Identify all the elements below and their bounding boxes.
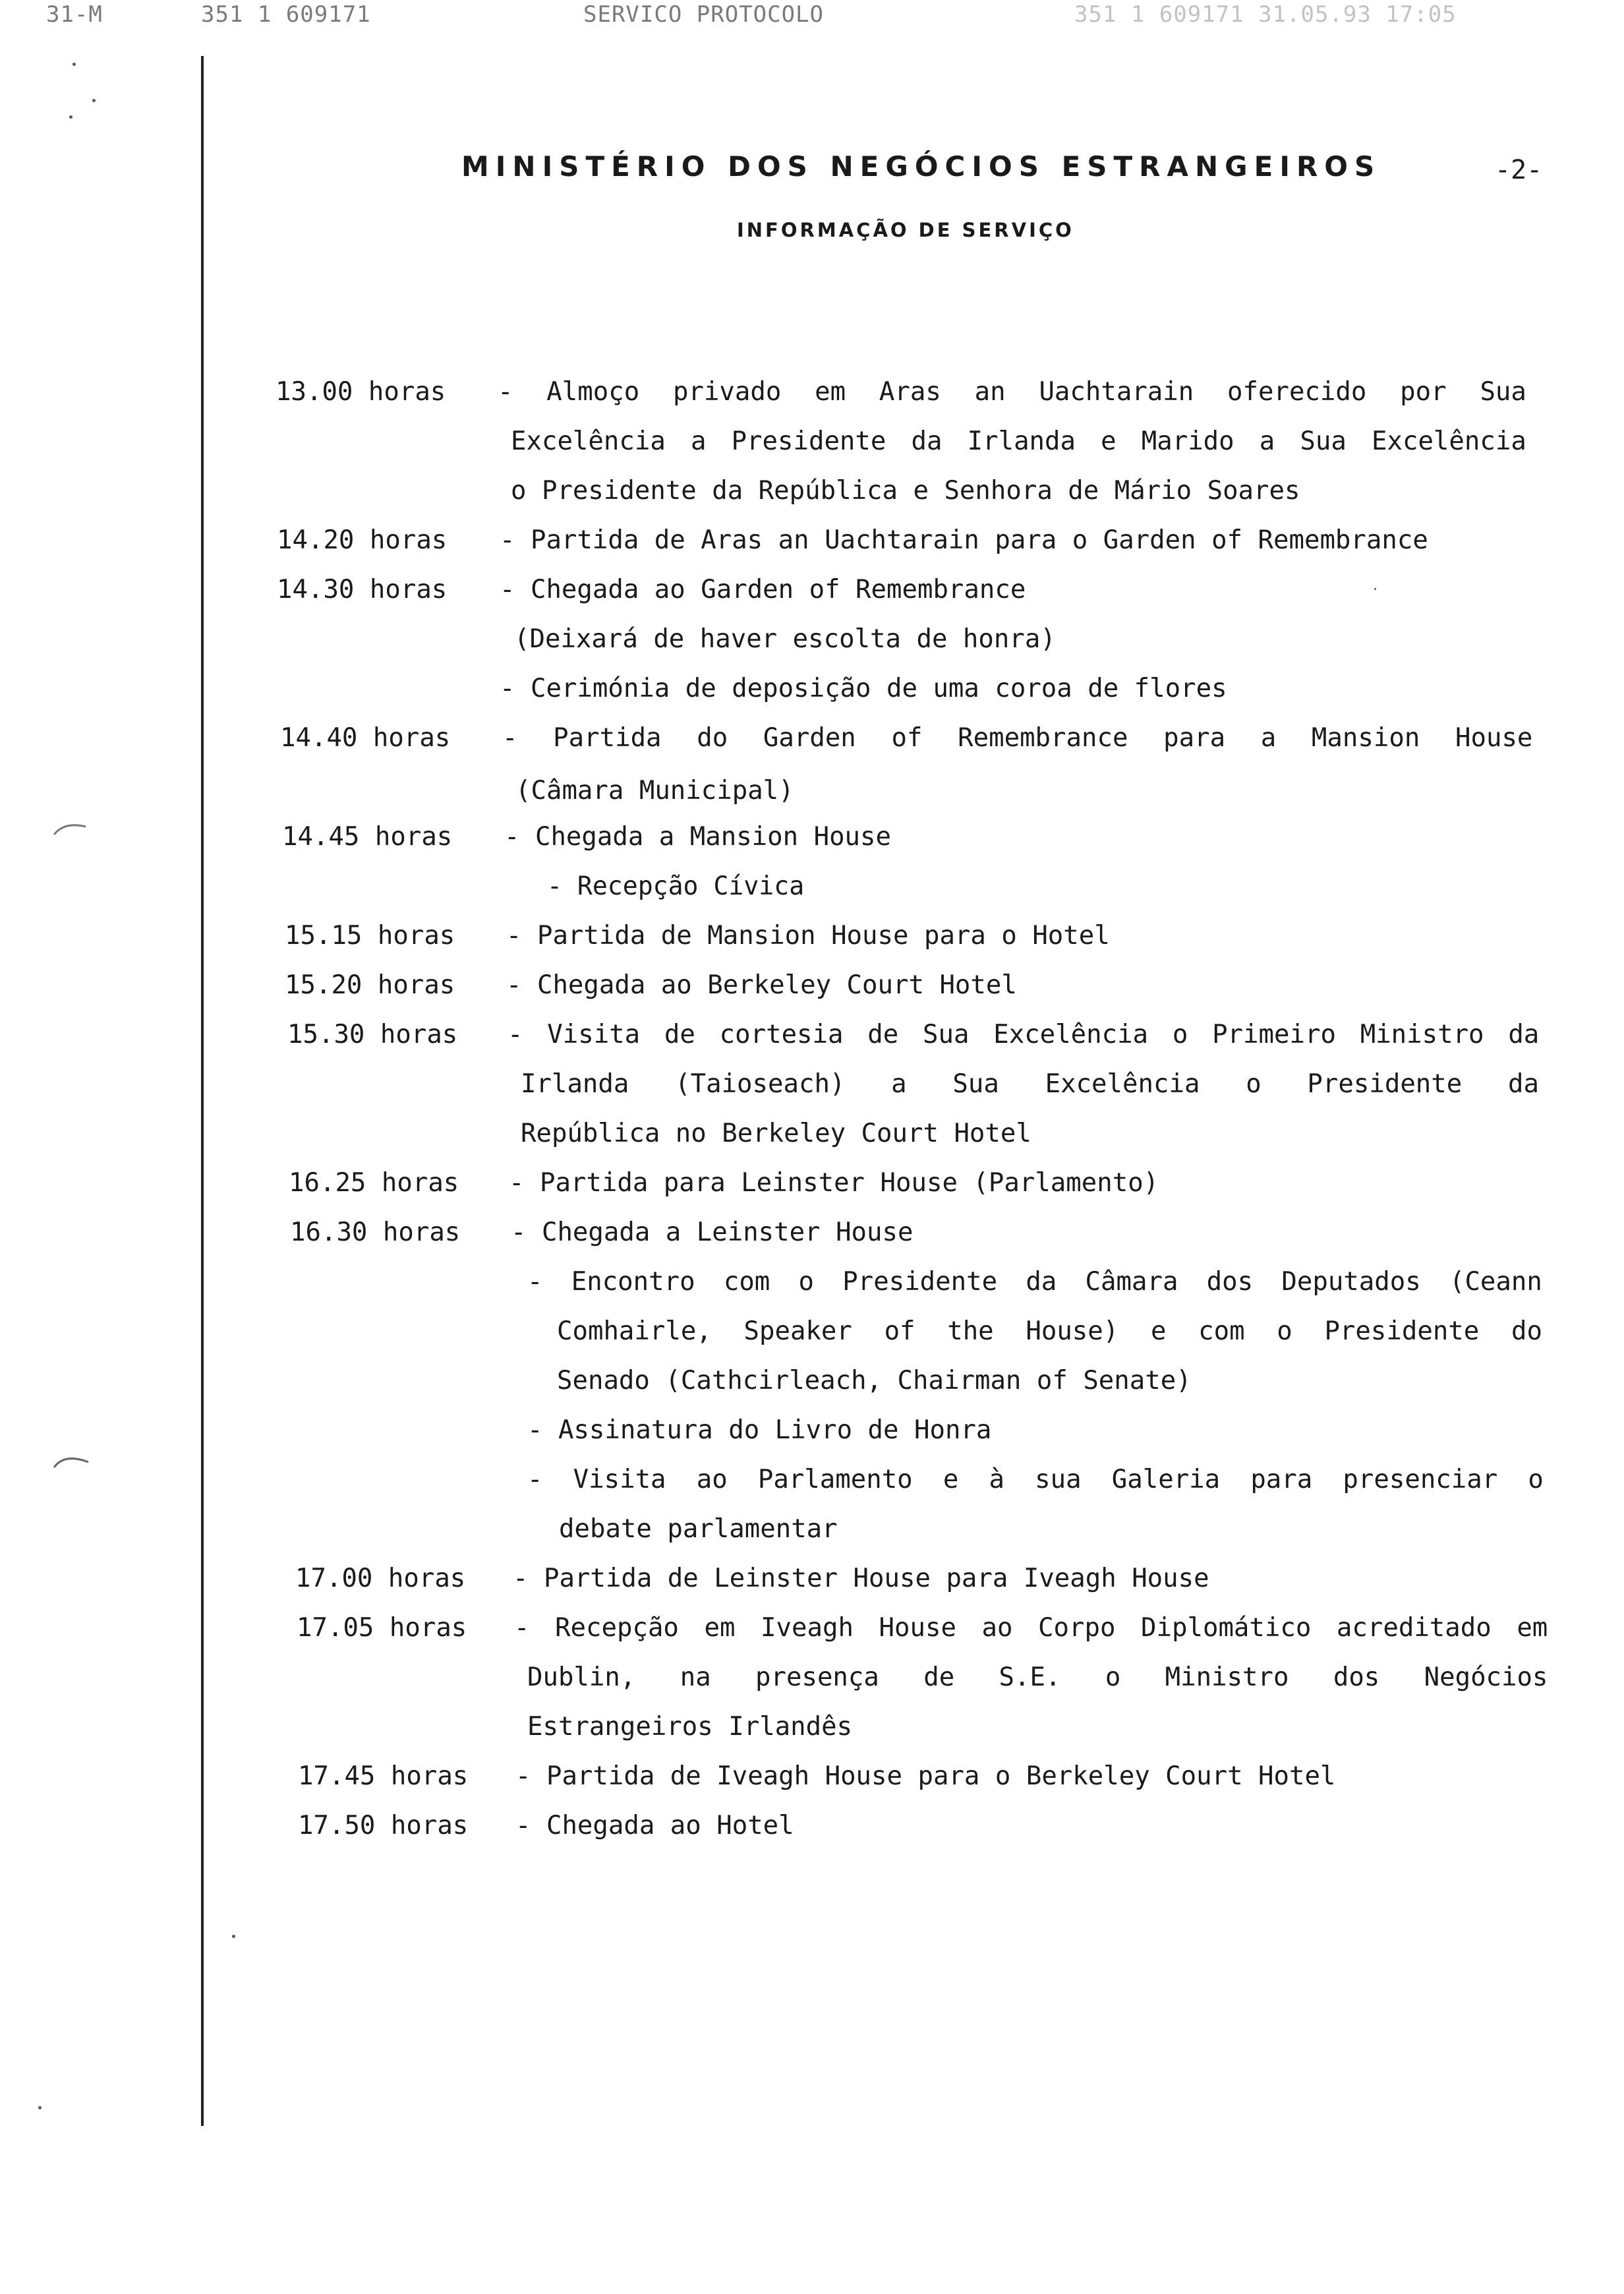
- schedule-time: 13.00 horas: [276, 377, 446, 407]
- schedule-description: Dublin, na presença de S.E. o Ministro dos Negócios: [527, 1662, 1548, 1692]
- schedule-description: - Chegada ao Hotel: [515, 1811, 794, 1840]
- schedule-time: 17.00 horas: [295, 1564, 466, 1593]
- schedule-description: - Recepção em Iveagh House ao Corpo Diplomático acreditado em: [514, 1613, 1548, 1643]
- schedule-description: Senado (Cathcirleach, Chairman of Senate): [557, 1366, 1192, 1396]
- page-number: -2-: [1495, 155, 1543, 185]
- schedule-description: debate parlamentar: [559, 1514, 838, 1544]
- schedule-time: 17.50 horas: [298, 1811, 469, 1840]
- schedule-description: - Partida do Garden of Remembrance para a Mansion House: [502, 723, 1533, 753]
- schedule-time: 17.05 horas: [297, 1613, 467, 1643]
- schedule-time: 15.20 horas: [285, 970, 455, 1000]
- fax-left-code: 31-M: [46, 1, 103, 28]
- fax-sender-number: 351 1 609171: [201, 1, 371, 28]
- schedule-time: 14.40 horas: [280, 723, 451, 753]
- schedule-time: 15.15 horas: [285, 921, 455, 951]
- schedule-description: Irlanda (Taioseach) a Sua Excelência o Presidente da: [521, 1069, 1539, 1099]
- schedule-time: 15.30 horas: [287, 1020, 458, 1049]
- schedule-description: - Encontro com o Presidente da Câmara dos Deputados (Ceann: [527, 1267, 1542, 1297]
- schedule-description: - Cerimónia de deposição de uma coroa de flores: [500, 674, 1227, 703]
- schedule-description: - Visita ao Parlamento e à sua Galeria para presenciar o: [527, 1465, 1544, 1494]
- schedule-time: 14.45 horas: [282, 822, 453, 852]
- schedule-description: - Partida para Leinster House (Parlamento): [509, 1168, 1159, 1198]
- schedule-description: (Câmara Municipal): [515, 776, 794, 806]
- fax-service-name: SERVICO PROTOCOLO: [583, 1, 824, 28]
- schedule-description: - Chegada a Leinster House: [511, 1218, 914, 1247]
- schedule-description: o Presidente da República e Senhora de Mário Soares: [511, 476, 1300, 506]
- schedule-description: - Chegada ao Garden of Remembrance: [500, 575, 1026, 604]
- schedule-time: 14.20 horas: [277, 525, 448, 555]
- schedule-description: - Partida de Aras an Uachtarain para o Garden of Remembrance: [500, 525, 1428, 555]
- schedule-description: - Visita de cortesia de Sua Excelência o Primeiro Ministro da: [508, 1020, 1540, 1049]
- schedule-description: República no Berkeley Court Hotel: [521, 1119, 1031, 1148]
- schedule-description: Estrangeiros Irlandês: [527, 1712, 853, 1742]
- schedule-description: Comhairle, Speaker of the House) e com o Presidente do: [557, 1316, 1542, 1346]
- schedule-description: - Chegada a Mansion House: [504, 822, 891, 852]
- schedule-description: Excelência a Presidente da Irlanda e Marido a Sua Excelência: [511, 426, 1526, 456]
- schedule-description: - Partida de Leinster House para Iveagh House: [513, 1564, 1209, 1593]
- schedule-description: - Chegada ao Berkeley Court Hotel: [506, 970, 1017, 1000]
- schedule-description: - Partida de Mansion House para o Hotel: [506, 921, 1110, 951]
- service-subheading: INFORMAÇÃO DE SERVIÇO: [737, 219, 1074, 241]
- schedule-description: - Partida de Iveagh House para o Berkeley Court Hotel: [515, 1761, 1336, 1791]
- schedule-time: 17.45 horas: [298, 1761, 469, 1791]
- schedule-description: - Assinatura do Livro de Honra: [527, 1415, 992, 1445]
- schedule-description: - Recepção Cívica: [547, 871, 805, 901]
- fax-right-stamp: 351 1 609171 31.05.93 17:05: [1074, 1, 1457, 28]
- schedule-description: (Deixará de haver escolta de honra): [514, 624, 1056, 654]
- ministry-heading: MINISTÉRIO DOS NEGÓCIOS ESTRANGEIROS: [461, 150, 1381, 183]
- schedule-time: 16.25 horas: [289, 1168, 459, 1198]
- schedule-time: 16.30 horas: [290, 1218, 461, 1247]
- schedule-description: - Almoço privado em Aras an Uachtarain oferecido por Sua: [498, 377, 1526, 407]
- schedule-time: 14.30 horas: [277, 575, 448, 604]
